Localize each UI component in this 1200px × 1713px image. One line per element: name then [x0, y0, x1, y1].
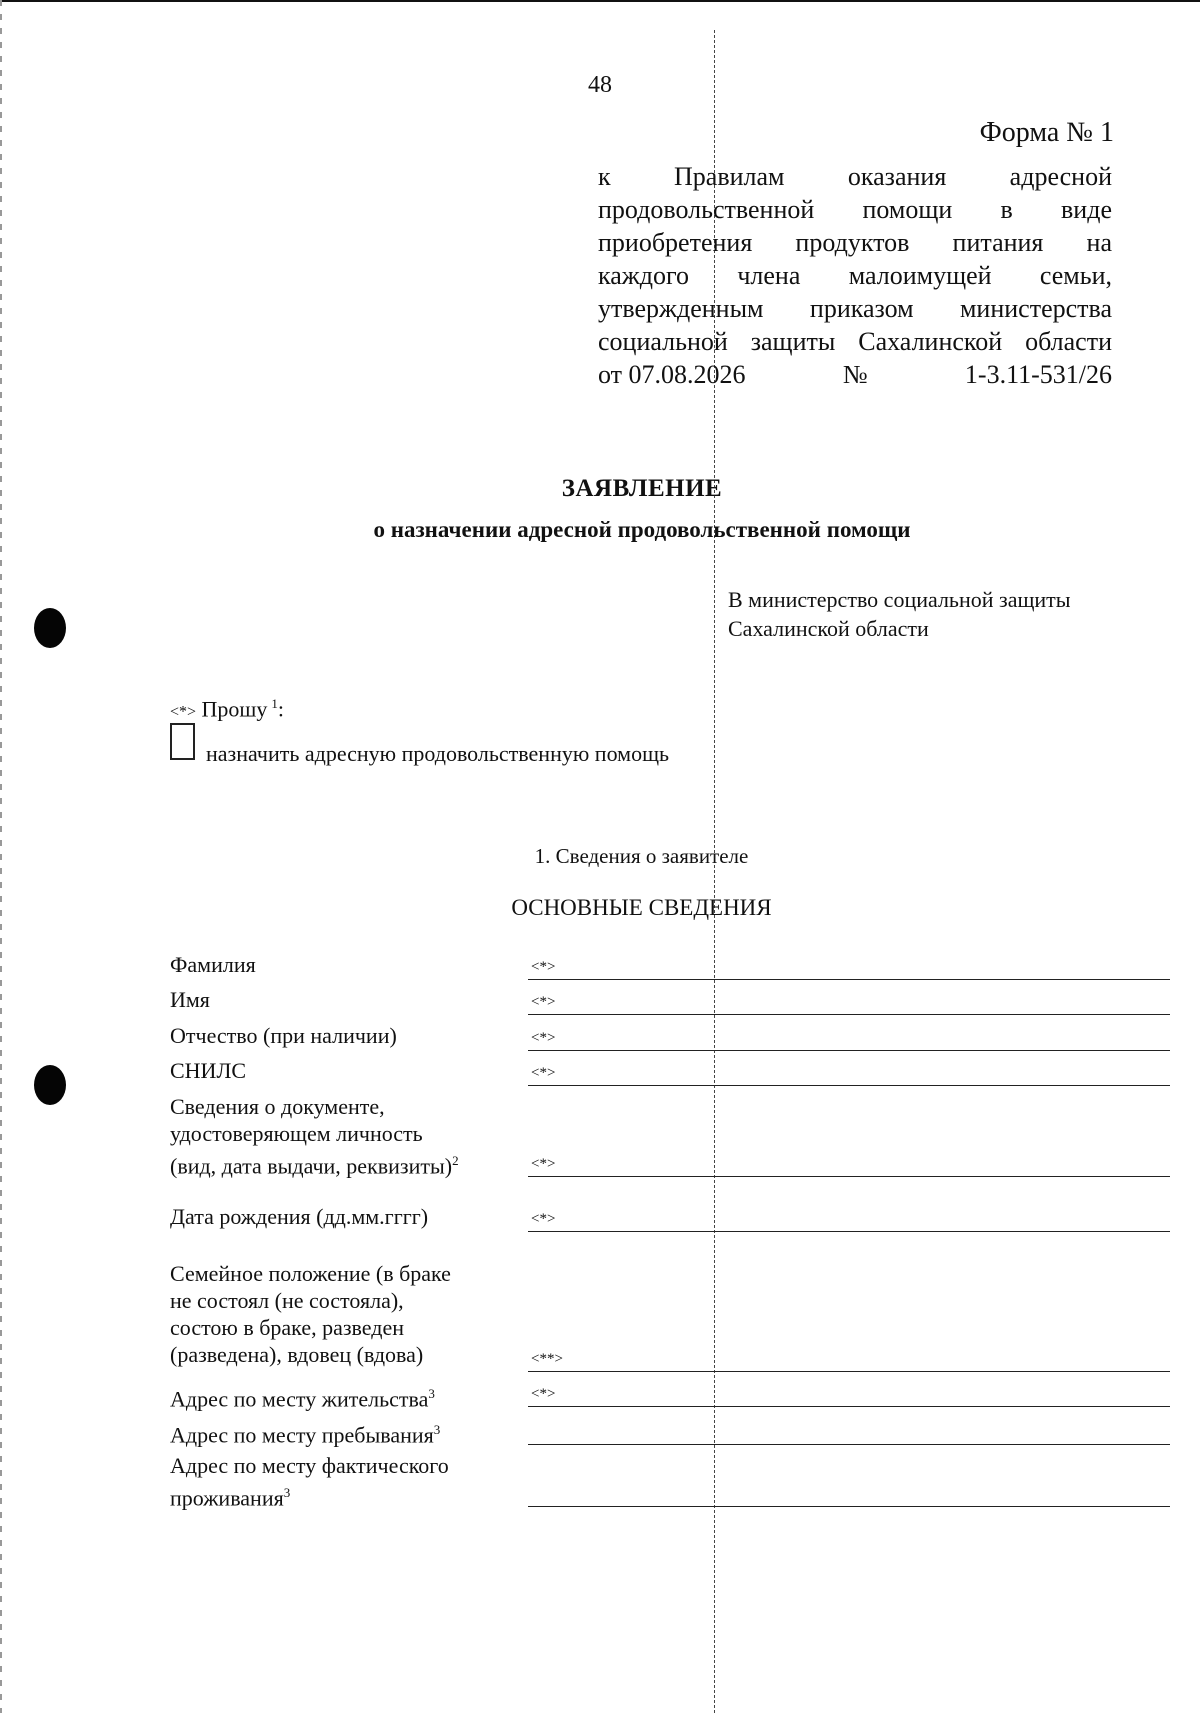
required-marker: <*>	[531, 1211, 556, 1227]
rules-line: социальной защиты Сахалинской области	[598, 327, 1112, 356]
residence-address-field[interactable]	[528, 1406, 1170, 1407]
required-marker: <*>	[531, 959, 556, 975]
addressee-line: В министерство социальной защиты	[728, 587, 1071, 612]
assign-aid-option-label: назначить адресную продовольственную помощь	[206, 741, 670, 766]
section-subtitle: ОСНОВНЫЕ СВЕДЕНИЯ	[511, 895, 772, 920]
marital-status-label	[170, 1260, 510, 1368]
surname-label: Фамилия	[170, 952, 256, 977]
label-line: удостоверяющем личность	[170, 1121, 423, 1146]
rules-line: к Правилам оказания адресной	[598, 162, 1112, 191]
rules-line: продовольственной помощи в виде	[598, 195, 1112, 224]
label-line: Адрес по месту фактического	[170, 1453, 449, 1478]
form-number: Форма № 1	[979, 117, 1114, 148]
rules-line: каждого члена малоимущей семьи,	[598, 261, 1112, 290]
footnote-ref: 3	[433, 1422, 441, 1437]
order-number: 1-3.11-531/26	[964, 360, 1112, 389]
patronymic-label: Отчество (при наличии)	[170, 1023, 397, 1048]
rules-reference-block	[598, 160, 1112, 391]
rules-line: приобретения продуктов питания на	[598, 228, 1112, 257]
birth-date-field[interactable]	[528, 1231, 1170, 1232]
order-reference	[598, 358, 1112, 391]
actual-address-field[interactable]	[528, 1506, 1170, 1507]
label-text: (вид, дата выдачи, реквизиты)	[170, 1153, 453, 1179]
rules-line: утвержденным приказом министерства	[598, 294, 1112, 323]
snils-field[interactable]	[528, 1085, 1170, 1086]
required-marker: <*>	[531, 1156, 556, 1172]
footnote-ref: 3	[428, 1386, 435, 1401]
actual-address-label	[170, 1452, 510, 1511]
required-marker: <*>	[170, 703, 197, 721]
assign-aid-checkbox[interactable]	[170, 723, 195, 760]
label-line	[170, 1479, 510, 1511]
label-line	[170, 1147, 510, 1179]
document-title: ЗАЯВЛЕНИЕ	[561, 475, 723, 502]
label-line: состою в браке, разведен	[170, 1315, 405, 1340]
punch-hole-upper	[34, 608, 66, 648]
footnote-ref: 3	[283, 1485, 291, 1500]
required-marker: <*>	[531, 1065, 556, 1081]
required-marker: <*>	[531, 994, 556, 1010]
addressee-line: Сахалинской области	[728, 616, 929, 641]
stay-address-field[interactable]	[528, 1444, 1170, 1445]
id-document-label	[170, 1093, 510, 1179]
order-number-sign: №	[842, 360, 868, 389]
stay-address-label	[170, 1416, 510, 1448]
section-title: 1. Сведения о заявителе	[534, 844, 749, 868]
marital-status-field[interactable]	[528, 1371, 1170, 1372]
name-field[interactable]	[528, 1014, 1170, 1015]
punch-hole-lower	[34, 1065, 66, 1105]
patronymic-field[interactable]	[528, 1050, 1170, 1051]
request-colon: :	[277, 696, 284, 722]
label-line: Семейное положение (в браке	[170, 1261, 451, 1286]
document-subtitle: о назначении адресной продовольственной помощи	[373, 517, 911, 542]
label-line: Сведения о документе,	[170, 1094, 385, 1119]
label-line: (разведена), вдовец (вдова)	[170, 1342, 424, 1367]
request-word: Прошу	[201, 696, 268, 722]
required-marker: <**>	[531, 1351, 563, 1367]
label-text: проживания	[170, 1485, 284, 1511]
snils-label: СНИЛС	[170, 1058, 247, 1083]
addressee-block	[728, 585, 1071, 643]
id-document-field[interactable]	[528, 1176, 1170, 1177]
required-marker: <*>	[531, 1386, 556, 1402]
label-line: не состоял (не состояла),	[170, 1288, 404, 1313]
residence-address-label	[170, 1380, 510, 1412]
footnote-ref: 2	[452, 1153, 459, 1168]
request-label	[170, 696, 284, 722]
order-date: от 07.08.2026	[598, 360, 746, 389]
required-marker: <*>	[531, 1030, 556, 1046]
page-number: 48	[588, 72, 612, 98]
label-text: Адрес по месту пребывания	[170, 1422, 434, 1448]
footnote-ref: 1	[271, 696, 278, 711]
birth-date-label: Дата рождения (дд.мм.гггг)	[170, 1204, 429, 1229]
surname-field[interactable]	[528, 979, 1170, 980]
scan-edge-top	[0, 0, 1200, 2]
name-label: Имя	[170, 987, 210, 1012]
label-text: Адрес по месту жительства	[170, 1386, 429, 1412]
